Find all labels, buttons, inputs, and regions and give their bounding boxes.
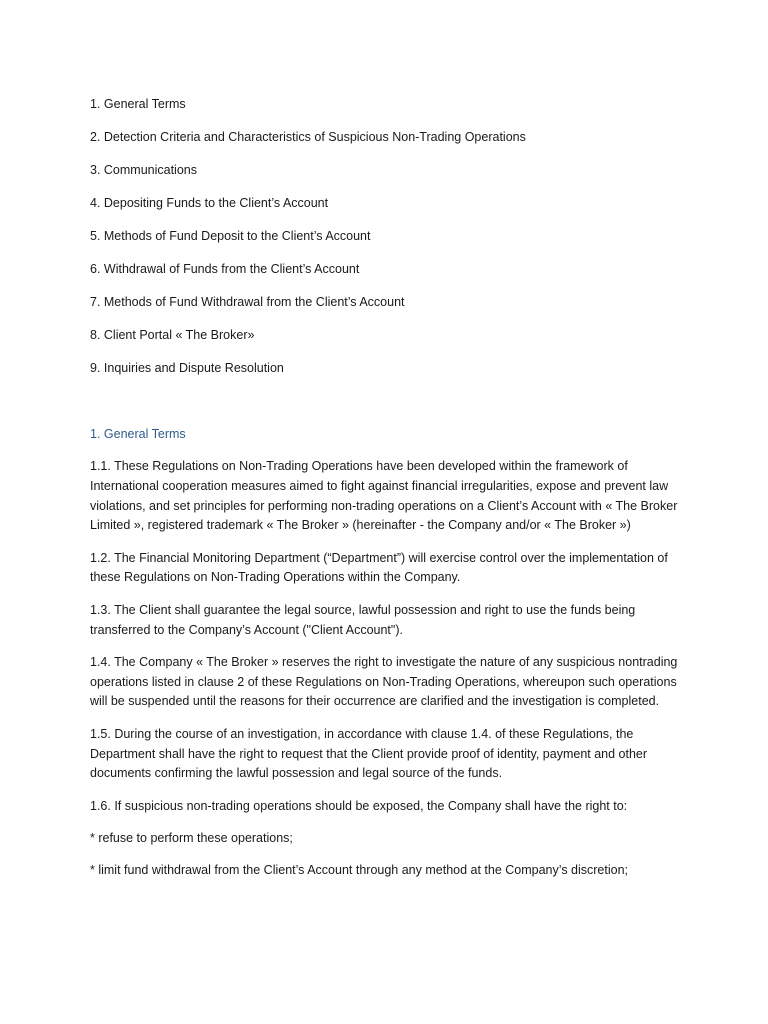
paragraph-1-5: 1.5. During the course of an investigation, in accordance with clause 1.4. of these Regulations, the Department shall have the right to request that the Client provide proof of identity, payment and other documents confirming the lawful possession and legal source of the funds. xyxy=(90,726,648,781)
section-heading: 1. General Terms xyxy=(90,427,186,441)
toc-item-communications: 3. Communications xyxy=(90,163,197,177)
toc-item-deposit-methods: 5. Methods of Fund Deposit to the Client’s Account xyxy=(90,229,371,243)
paragraph-1-1: 1.1. These Regulations on Non-Trading Operations have been developed within the framework of International cooperation measures aimed to fight against financial irregularities, expose and prevent law violations, and set principles for performing non-trading operations on a Client’s Account with « The Broker Limited », registered trademark « The Broker » (hereinafter - the Company and/or « The Broker ») xyxy=(90,459,678,533)
paragraph-1-2: 1.2. The Financial Monitoring Department (“Department”) will exercise control over the implementation of these Regulations on Non-Trading Operations within the Company. xyxy=(90,550,668,585)
paragraph-1-3: 1.3. The Client shall guarantee the legal source, lawful possession and right to use the funds being transferred to the Company’s Account ("Client Account"). xyxy=(90,602,636,637)
toc-item-general-terms: 1. General Terms xyxy=(90,97,186,111)
toc-item-withdrawal-of-funds: 6. Withdrawal of Funds from the Client’s Account xyxy=(90,262,360,276)
bullet-refuse-operations: * refuse to perform these operations; xyxy=(90,830,293,845)
section-general-terms xyxy=(90,425,690,894)
toc-item-inquiries: 9. Inquiries and Dispute Resolution xyxy=(90,361,284,375)
paragraph-1-4: 1.4. The Company « The Broker » reserves the right to investigate the nature of any suspicious nontrading operations listed in clause 2 of these Regulations on Non-Trading Operations, whereupon such operations will be suspended until the reasons for their occurrence are clarified and the investigation is completed. xyxy=(90,654,678,709)
toc-item-withdrawal-methods: 7. Methods of Fund Withdrawal from the Client’s Account xyxy=(90,295,405,309)
table-of-contents xyxy=(90,95,710,392)
toc-item-depositing-funds: 4. Depositing Funds to the Client’s Account xyxy=(90,196,329,210)
bullet-limit-withdrawal: * limit fund withdrawal from the Client’s Account through any method at the Company’s discretion; xyxy=(90,863,629,878)
toc-item-detection-criteria: 2. Detection Criteria and Characteristics of Suspicious Non-Trading Operations xyxy=(90,130,526,144)
paragraph-1-6: 1.6. If suspicious non-trading operations should be exposed, the Company shall have the right to: xyxy=(90,798,628,813)
toc-item-client-portal: 8. Client Portal « The Broker» xyxy=(90,328,255,342)
